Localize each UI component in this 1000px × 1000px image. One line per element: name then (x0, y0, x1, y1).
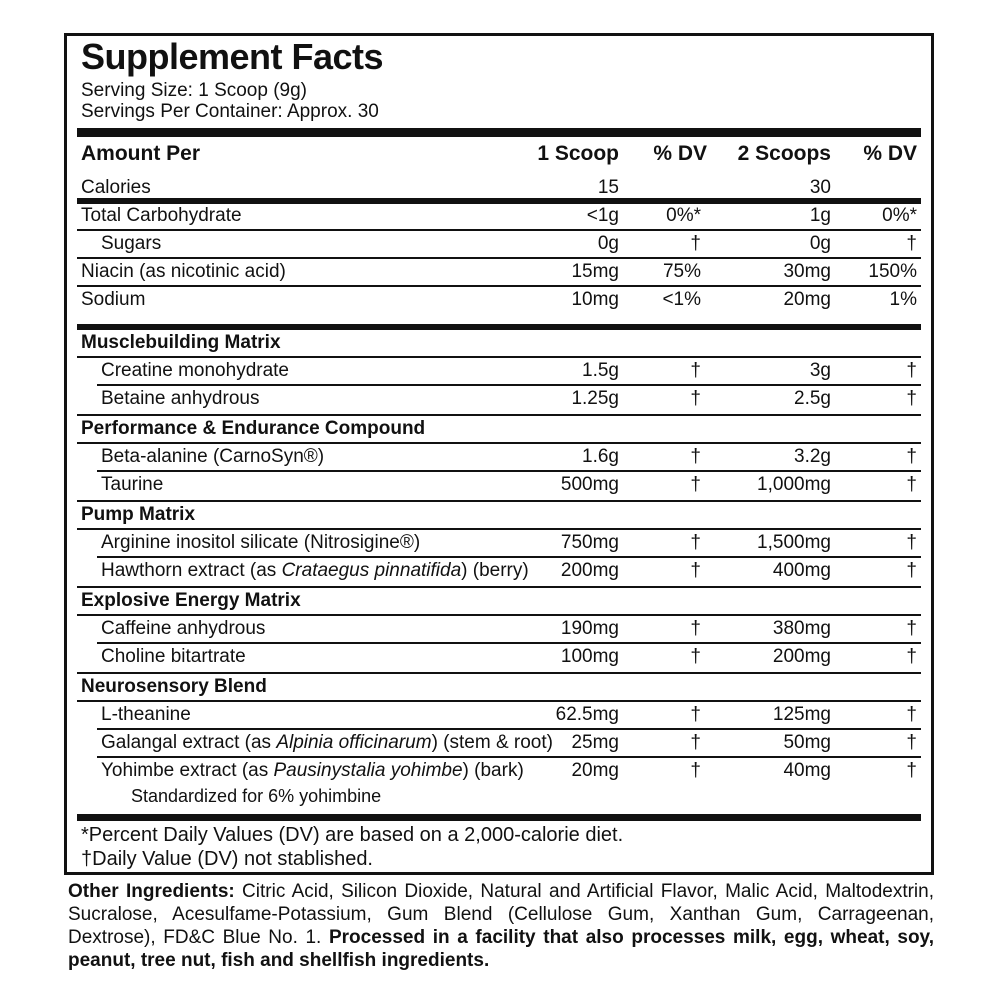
table-row (77, 644, 921, 674)
row-label: Hawthorn extract (as Crataegus pinnatifida) (berry) (101, 560, 529, 581)
thick-divider (77, 128, 921, 137)
row-label: Standardized for 6% yohimbine (131, 786, 382, 806)
cell-dv-2: † (906, 704, 917, 725)
cell-2-scoops: 1g (809, 205, 831, 226)
cell-dv-1: † (690, 388, 701, 409)
cell-1-scoop: 25mg (571, 732, 619, 753)
table-row (77, 558, 921, 588)
section-header (77, 674, 921, 702)
cell-dv-2: † (906, 446, 917, 467)
table-row (77, 444, 921, 472)
cell-dv-1: † (690, 532, 701, 553)
cell-2-scoops: 1,500mg (757, 532, 831, 553)
cell-2-scoops: 1,000mg (757, 474, 831, 495)
cell-dv-2: 0%* (882, 205, 917, 226)
supplement-facts-panel (64, 33, 934, 875)
footnote-dagger: †Daily Value (DV) not stablished. (81, 848, 373, 870)
cell-dv-2: † (906, 646, 917, 667)
header-amount-per: Amount Per (81, 142, 201, 165)
cell-dv-1: † (690, 704, 701, 725)
cell-2-scoops: 50mg (783, 732, 831, 753)
row-label: Total Carbohydrate (81, 205, 242, 226)
cell-dv-1: † (690, 233, 701, 254)
row-label: Sodium (81, 289, 146, 310)
cell-dv-2: † (906, 532, 917, 553)
serving-size: Serving Size: 1 Scoop (9g) (81, 80, 308, 101)
cell-1-scoop: 750mg (560, 532, 619, 553)
cell-2-scoops: 30 (809, 177, 831, 198)
header-dv-1: % DV (653, 142, 707, 165)
allergen-statement: Processed in a facility that also processes milk, egg, wheat, soy, peanut, tree nut, fish and shellfish ingredients. (68, 927, 934, 971)
cell-dv-1: † (690, 618, 701, 639)
cell-dv-1: † (690, 474, 701, 495)
cell-dv-2: † (906, 618, 917, 639)
cell-dv-1: 0%* (666, 205, 701, 226)
table-row (77, 358, 921, 386)
section-title: Neurosensory Blend (81, 676, 267, 697)
table-row (77, 758, 921, 786)
cell-dv-1: 75% (662, 261, 701, 282)
column-header-row (77, 139, 921, 169)
table-row (77, 231, 921, 259)
cell-1-scoop: 0g (597, 233, 619, 254)
row-label: Yohimbe extract (as Pausinystalia yohimbe) (bark) (101, 760, 524, 781)
row-label: Choline bitartrate (101, 646, 246, 667)
row-label: Creatine monohydrate (101, 360, 289, 381)
row-label: L-theanine (101, 704, 191, 725)
cell-dv-1: † (690, 732, 701, 753)
cell-dv-1: † (690, 646, 701, 667)
section-header (77, 502, 921, 530)
cell-dv-1: <1% (662, 289, 701, 310)
cell-2-scoops: 30mg (783, 261, 831, 282)
cell-2-scoops: 40mg (783, 760, 831, 781)
cell-2-scoops: 3.2g (794, 446, 831, 467)
cell-1-scoop: 1.6g (582, 446, 619, 467)
cell-dv-1: † (690, 446, 701, 467)
header-1-scoop: 1 Scoop (537, 142, 619, 165)
cell-1-scoop: 62.5mg (555, 704, 619, 725)
footnote-dv: *Percent Daily Values (DV) are based on a 2,000-calorie diet. (81, 824, 624, 846)
cell-dv-2: † (906, 474, 917, 495)
other-ingredients (68, 880, 934, 972)
thick-divider (77, 324, 921, 330)
servings-per-container: Servings Per Container: Approx. 30 (81, 101, 379, 122)
cell-2-scoops: 400mg (772, 560, 831, 581)
cell-1-scoop: 500mg (560, 474, 619, 495)
section-title: Pump Matrix (81, 504, 196, 525)
cell-dv-2: † (906, 360, 917, 381)
table-row (77, 472, 921, 502)
table-row (77, 784, 921, 812)
row-label: Sugars (101, 233, 162, 254)
table-row (77, 702, 921, 730)
cell-dv-2: 150% (868, 261, 917, 282)
table-row (77, 287, 921, 315)
cell-dv-2: † (906, 560, 917, 581)
row-label: Betaine anhydrous (101, 388, 260, 409)
table-row (77, 530, 921, 558)
cell-1-scoop: 190mg (560, 618, 619, 639)
table-row (77, 386, 921, 416)
row-label: Galangal extract (as Alpinia officinarum) (stem & root) (101, 732, 553, 753)
section-title: Explosive Energy Matrix (81, 590, 301, 611)
row-label: Beta-alanine (CarnoSyn®) (101, 446, 325, 467)
cell-1-scoop: 1.25g (571, 388, 619, 409)
cell-dv-1: † (690, 560, 701, 581)
cell-dv-2: † (906, 760, 917, 781)
section-header (77, 416, 921, 444)
other-ingredients-label: Other Ingredients: (68, 881, 235, 902)
table-row (77, 203, 921, 231)
cell-2-scoops: 200mg (772, 646, 831, 667)
nutrient-rows (77, 174, 921, 814)
row-label: Niacin (as nicotinic acid) (81, 261, 286, 282)
cell-2-scoops: 20mg (783, 289, 831, 310)
cell-1-scoop: 200mg (560, 560, 619, 581)
other-ingredients-text: Citric Acid, Silicon Dioxide, Natural and Artificial Flavor, Malic Acid, Maltodextrin, Sucralose, Acesulfame-Potassium, Gum Blend (Cellulose Gum, Xanthan Gum, Carrageenan, Dextrose), FD&C Blue No. 1. (68, 881, 934, 948)
panel-title: Supplement Facts (81, 36, 384, 77)
cell-1-scoop: 15mg (571, 261, 619, 282)
cell-2-scoops: 0g (809, 233, 831, 254)
table-row (77, 175, 921, 203)
thick-divider (77, 814, 921, 821)
table-row (77, 616, 921, 644)
cell-dv-1: † (690, 760, 701, 781)
cell-2-scoops: 2.5g (794, 388, 831, 409)
cell-dv-2: † (906, 732, 917, 753)
cell-dv-2: † (906, 388, 917, 409)
section-header (77, 588, 921, 616)
section-title: Performance & Endurance Compound (81, 418, 426, 439)
row-label: Calories (81, 177, 151, 198)
row-label: Arginine inositol silicate (Nitrosigine®) (101, 532, 421, 553)
cell-1-scoop: <1g (586, 205, 619, 226)
table-row (77, 259, 921, 287)
cell-1-scoop: 10mg (571, 289, 619, 310)
cell-1-scoop: 100mg (560, 646, 619, 667)
header-2-scoops: 2 Scoops (737, 142, 831, 165)
row-label: Taurine (101, 474, 164, 495)
section-header (77, 330, 921, 358)
header-dv-2: % DV (863, 142, 917, 165)
cell-2-scoops: 3g (809, 360, 831, 381)
cell-1-scoop: 15 (597, 177, 619, 198)
cell-dv-1: † (690, 360, 701, 381)
cell-dv-2: † (906, 233, 917, 254)
cell-2-scoops: 125mg (772, 704, 831, 725)
cell-1-scoop: 20mg (571, 760, 619, 781)
table-row (77, 730, 921, 758)
section-title: Musclebuilding Matrix (81, 332, 281, 353)
cell-2-scoops: 380mg (772, 618, 831, 639)
cell-dv-2: 1% (889, 289, 917, 310)
row-label: Caffeine anhydrous (101, 618, 266, 639)
cell-1-scoop: 1.5g (582, 360, 619, 381)
